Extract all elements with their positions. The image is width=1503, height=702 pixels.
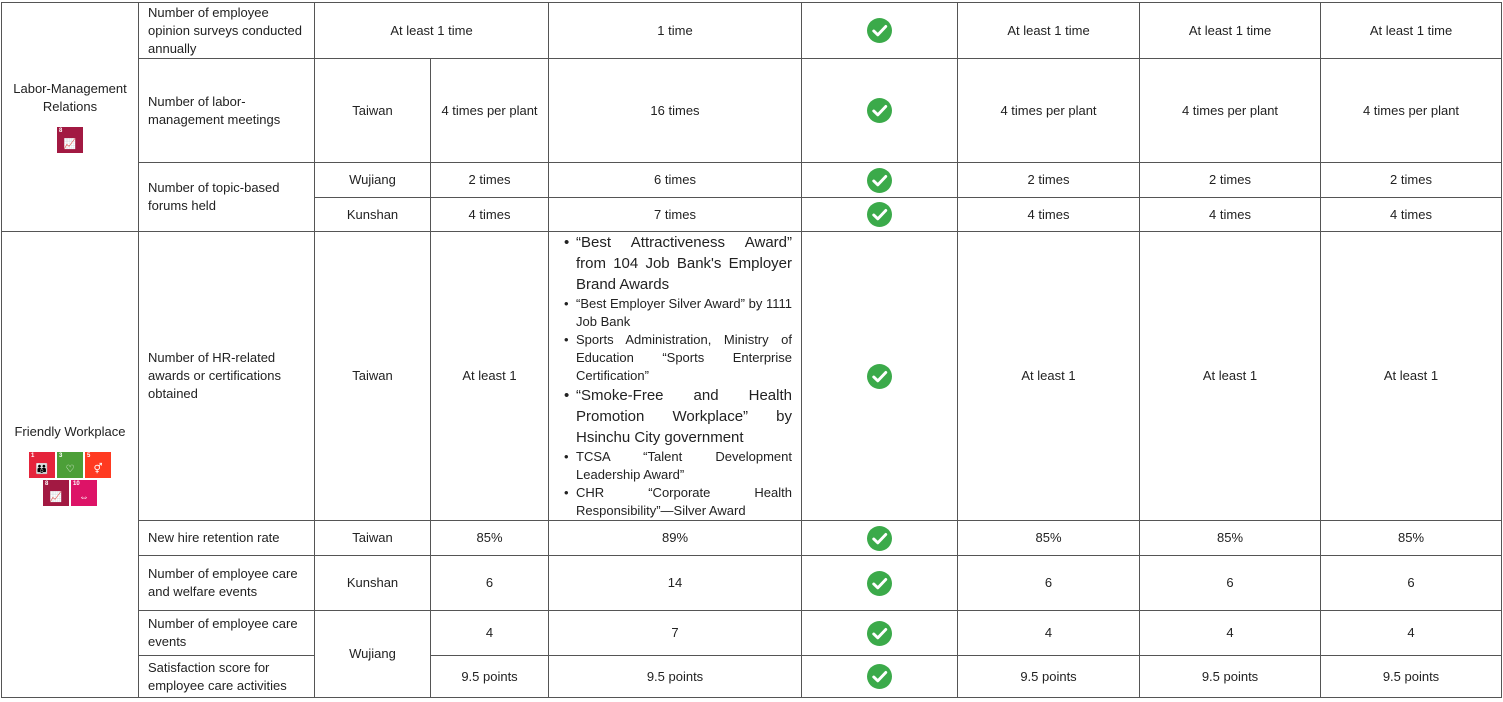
target-cell: 4 times xyxy=(958,198,1140,232)
target-cell: 85% xyxy=(1140,521,1321,556)
target-cell: 4 xyxy=(431,611,549,656)
kpi-table xyxy=(1,2,1502,698)
list-item: • “Best Employer Silver Award” by 1111 Job Bank xyxy=(563,295,792,331)
status-cell xyxy=(802,611,958,656)
list-item: • TCSA “Talent Development Leadership Award” xyxy=(563,448,792,484)
status-cell xyxy=(802,3,958,59)
site-cell: Taiwan xyxy=(315,521,431,556)
indicator-cell: Number of employee care events xyxy=(139,611,315,656)
check-icon xyxy=(867,664,892,689)
check-icon xyxy=(867,18,892,43)
table-row xyxy=(2,656,1502,698)
target-cell: 85% xyxy=(958,521,1140,556)
status-cell xyxy=(802,59,958,163)
actual-cell: 6 times xyxy=(549,163,802,198)
indicator-cell: Number of employee opinion surveys conducted annually xyxy=(139,3,315,59)
site-cell: Wujiang xyxy=(315,163,431,198)
sdg-icons xyxy=(27,451,113,507)
target-cell: 4 xyxy=(958,611,1140,656)
site-cell: Taiwan xyxy=(315,59,431,163)
check-icon xyxy=(867,526,892,551)
category-cell xyxy=(2,3,139,232)
target-cell: At least 1 time xyxy=(1140,3,1321,59)
actual-cell xyxy=(549,232,802,521)
indicator-cell: Number of HR-related awards or certifications obtained xyxy=(139,232,315,521)
indicator-cell: Number of employee care and welfare events xyxy=(139,556,315,611)
category-label: Labor-Management Relations xyxy=(13,81,127,114)
sdg-5-icon: 5 ⚥ xyxy=(85,452,111,478)
sdg-8-icon: 8 📈 xyxy=(43,480,69,506)
target-cell: 85% xyxy=(1321,521,1502,556)
target-cell: At least 1 xyxy=(1321,232,1502,521)
sdg-10-icon: 10 ⇔ xyxy=(71,480,97,506)
table-row xyxy=(2,556,1502,611)
indicator-cell: New hire retention rate xyxy=(139,521,315,556)
list-item: • Sports Administration, Ministry of Education “Sports Enterprise Certification” xyxy=(563,331,792,385)
target-cell: 4 times per plant xyxy=(431,59,549,163)
status-cell xyxy=(802,556,958,611)
target-cell: At least 1 time xyxy=(958,3,1140,59)
site-cell: Kunshan xyxy=(315,198,431,232)
site-cell: Taiwan xyxy=(315,232,431,521)
awards-list xyxy=(563,232,792,520)
table-row xyxy=(2,611,1502,656)
indicator-cell: Number of labor-management meetings xyxy=(139,59,315,163)
target-cell: 2 times xyxy=(1321,163,1502,198)
indicator-cell: Satisfaction score for employee care activities xyxy=(139,656,315,698)
sdg-icons xyxy=(56,127,84,150)
sdg-8-icon: 8 📈 xyxy=(57,127,83,153)
sdg-3-icon: 3 ♡ xyxy=(57,452,83,478)
target-cell: 6 xyxy=(958,556,1140,611)
actual-cell: 7 times xyxy=(549,198,802,232)
check-icon xyxy=(867,168,892,193)
category-label: Friendly Workplace xyxy=(14,423,126,439)
sdg-1-icon: 1 👪 xyxy=(29,452,55,478)
target-cell: 2 times xyxy=(1140,163,1321,198)
actual-cell: 1 time xyxy=(549,3,802,59)
target-cell: At least 1 time xyxy=(1321,3,1502,59)
target-cell: 6 xyxy=(431,556,549,611)
list-item: • “Smoke-Free and Health Promotion Workplace” by Hsinchu City government xyxy=(563,385,792,448)
target-cell: 4 times xyxy=(1140,198,1321,232)
status-cell xyxy=(802,656,958,698)
target-cell: 85% xyxy=(431,521,549,556)
target-cell: 9.5 points xyxy=(1321,656,1502,698)
target-cell: 4 xyxy=(1321,611,1502,656)
target-cell: 2 times xyxy=(431,163,549,198)
list-item: • CHR “Corporate Health Responsibility”—Silver Award xyxy=(563,484,792,520)
target-cell: 4 times per plant xyxy=(958,59,1140,163)
target-cell: 4 xyxy=(1140,611,1321,656)
site-cell: Kunshan xyxy=(315,556,431,611)
list-item: • “Best Attractiveness Award” from 104 Job Bank's Employer Brand Awards xyxy=(563,232,792,295)
table-row xyxy=(2,59,1502,163)
actual-cell: 16 times xyxy=(549,59,802,163)
table-row xyxy=(2,3,1502,59)
actual-cell: 7 xyxy=(549,611,802,656)
actual-cell: 89% xyxy=(549,521,802,556)
target-cell: 9.5 points xyxy=(958,656,1140,698)
status-cell xyxy=(802,198,958,232)
table-row xyxy=(2,232,1502,521)
target-cell: At least 1 time xyxy=(315,3,549,59)
target-cell: At least 1 xyxy=(431,232,549,521)
target-cell: At least 1 xyxy=(1140,232,1321,521)
check-icon xyxy=(867,621,892,646)
target-cell: 6 xyxy=(1140,556,1321,611)
table-row xyxy=(2,163,1502,198)
actual-cell: 9.5 points xyxy=(549,656,802,698)
actual-cell: 14 xyxy=(549,556,802,611)
target-cell: 9.5 points xyxy=(431,656,549,698)
target-cell: 6 xyxy=(1321,556,1502,611)
status-cell xyxy=(802,232,958,521)
target-cell: 4 times xyxy=(1321,198,1502,232)
check-icon xyxy=(867,571,892,596)
target-cell: At least 1 xyxy=(958,232,1140,521)
site-cell: Wujiang xyxy=(315,611,431,698)
status-cell xyxy=(802,521,958,556)
check-icon xyxy=(867,202,892,227)
target-cell: 9.5 points xyxy=(1140,656,1321,698)
indicator-cell: Number of topic-based forums held xyxy=(139,163,315,232)
table-row xyxy=(2,521,1502,556)
check-icon xyxy=(867,98,892,123)
target-cell: 4 times xyxy=(431,198,549,232)
check-icon xyxy=(867,364,892,389)
target-cell: 2 times xyxy=(958,163,1140,198)
target-cell: 4 times per plant xyxy=(1321,59,1502,163)
category-cell xyxy=(2,232,139,698)
status-cell xyxy=(802,163,958,198)
target-cell: 4 times per plant xyxy=(1140,59,1321,163)
